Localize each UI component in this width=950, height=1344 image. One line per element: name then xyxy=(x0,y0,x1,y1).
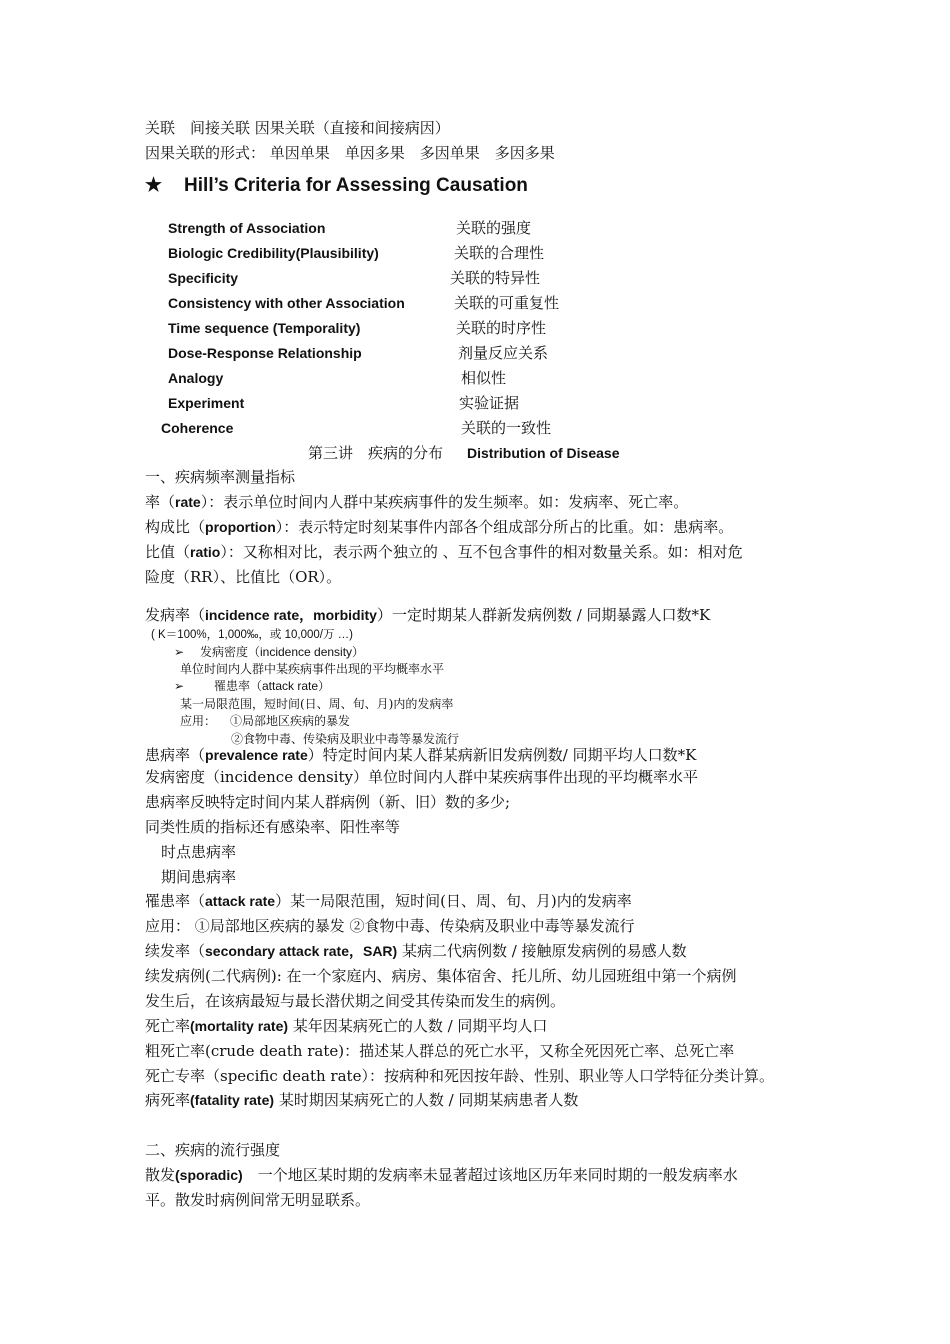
criterion-en: Dose-Response Relationship xyxy=(168,345,362,361)
criterion-en: Biologic Credibility(Plausibility) xyxy=(168,245,379,261)
criterion-cn: 关联的可重复性 xyxy=(454,294,560,312)
criterion-en: Experiment xyxy=(168,395,245,411)
secondary-cases-cont: 发生后，在该病最短与最长潜伏期之间受其传染而发生的病例。 xyxy=(145,992,566,1010)
subitem-use2: ②食物中毒、传染病及职业中毒等暴发流行 xyxy=(231,732,460,746)
subitem-use: 应用： ①局部地区疾病的暴发 xyxy=(180,714,351,728)
arrow-bullet-icon: ➢ xyxy=(174,679,185,693)
criterion-cn: 实验证据 xyxy=(459,394,520,412)
specific-death-rate: 死亡专率（specific death rate）：按病种和死因按年龄、性别、职业等人口学特征分类计算。 xyxy=(145,1067,774,1085)
incidence-density-line: 发病密度（incidence density）单位时间内人群中某疾病事件出现的平均概率水平 xyxy=(145,768,698,786)
causal-forms-line: 因果关联的形式： 单因单果 单因多果 多因单果 多因多果 xyxy=(145,144,555,162)
criterion-cn: 相似性 xyxy=(461,369,507,387)
criterion-en: Specificity xyxy=(168,270,239,286)
subitem-incidence-density: ➢ 发病密度（incidence density） xyxy=(174,645,365,659)
rate-definition: 率（rate）：表示单位时间内人群中某疾病事件的发生频率。如：发病率、死亡率。 xyxy=(145,493,689,511)
lecture-title-en: Distribution of Disease xyxy=(467,445,620,461)
hill-title: Hill’s Criteria for Assessing Causation xyxy=(184,175,528,196)
proportion-definition: 构成比（proportion）：表示特定时刻某事件内部各个组成部分所占的比重。如：患病率。 xyxy=(145,518,734,536)
sporadic-definition-cont: 平。散发时病例间常无明显联系。 xyxy=(145,1191,371,1209)
incidence-definition: 发病率（incidence rate，morbidity）一定时期某人群新发病例数 / 同期暴露人口数*K xyxy=(145,606,711,624)
k-note: ( K＝100%，1,000‰，或 10,000/万 …) xyxy=(151,629,353,641)
secondary-cases-line: 续发病例(二代病例): 在一个家庭内、病房、集体宿舍、托儿所、幼儿园班组中第一个病例 xyxy=(145,967,737,985)
section-title: 二、疾病的流行强度 xyxy=(145,1141,281,1159)
fatality-definition: 病死率(fatality rate) 某时期因某病死亡的人数 / 同期某病患者人数 xyxy=(145,1091,579,1109)
criterion-en: Consistency with other Association xyxy=(168,295,405,311)
mortality-definition: 死亡率(mortality rate) 某年因某病死亡的人数 / 同期平均人口 xyxy=(145,1017,548,1035)
point-prevalence: 时点患病率 xyxy=(161,843,237,861)
criterion-cn: 关联的特异性 xyxy=(450,269,541,287)
subitem-desc: 某一局限范围，短时间(日、周、旬、月)内的发病率 xyxy=(180,697,454,711)
lecture-title-cn: 第三讲 疾病的分布 xyxy=(308,444,444,462)
attack-rate-definition: 罹患率（attack rate）某一局限范围，短时间(日、周、旬、月)内的发病率 xyxy=(145,892,632,910)
lecture-heading xyxy=(308,443,619,463)
ratio-definition-cont: 险度（RR）、比值比（OR）。 xyxy=(145,568,342,586)
criterion-cn: 关联的时序性 xyxy=(456,319,547,337)
similar-indicators-line: 同类性质的指标还有感染率、阳性率等 xyxy=(145,818,401,836)
criterion-cn: 剂量反应关系 xyxy=(458,344,549,362)
hill-heading xyxy=(145,174,528,198)
period-prevalence: 期间患病率 xyxy=(161,868,237,886)
arrow-bullet-icon: ➢ xyxy=(174,645,185,659)
ratio-definition: 比值（ratio）：又称相对比，表示两个独立的 、互不包含事件的相对数量关系。如：相对危 xyxy=(145,543,743,561)
association-types-line: 关联 间接关联 因果关联（直接和间接病因） xyxy=(145,119,450,137)
criterion-en: Time sequence (Temporality) xyxy=(168,320,361,336)
criterion-cn: 关联的强度 xyxy=(456,219,532,237)
criterion-en: Analogy xyxy=(168,370,224,386)
subitem-attack-rate: ➢ 罹患率（attack rate） xyxy=(174,679,331,693)
attack-rate-use: 应用： ①局部地区疾病的暴发 ②食物中毒、传染病及职业中毒等暴发流行 xyxy=(145,917,635,935)
criterion-en: Strength of Association xyxy=(168,220,326,236)
criterion-en: Coherence xyxy=(161,420,234,436)
star-icon: ★ xyxy=(145,175,163,196)
prevalence-definition: 患病率（prevalence rate）特定时间内某人群某病新旧发病例数/ 同期平均人口数*K xyxy=(145,746,697,764)
prevalence-reflect-line: 患病率反映特定时间内某人群病例（新、旧）数的多少; xyxy=(145,793,511,811)
crude-death-rate: 粗死亡率(crude death rate)：描述某人群总的死亡水平，又称全死因死亡率、总死亡率 xyxy=(145,1042,735,1060)
sar-definition: 续发率（secondary attack rate，SAR) 某病二代病例数 / 接触原发病例的易感人数 xyxy=(145,942,687,960)
criterion-cn: 关联的一致性 xyxy=(461,419,552,437)
criterion-cn: 关联的合理性 xyxy=(454,244,545,262)
section-title: 一、疾病频率测量指标 xyxy=(145,468,296,486)
subitem-desc: 单位时间内人群中某疾病事件出现的平均概率水平 xyxy=(180,662,445,676)
sporadic-definition: 散发(sporadic) 一个地区某时期的发病率未显著超过该地区历年来同时期的一般发病率水 xyxy=(145,1166,738,1184)
